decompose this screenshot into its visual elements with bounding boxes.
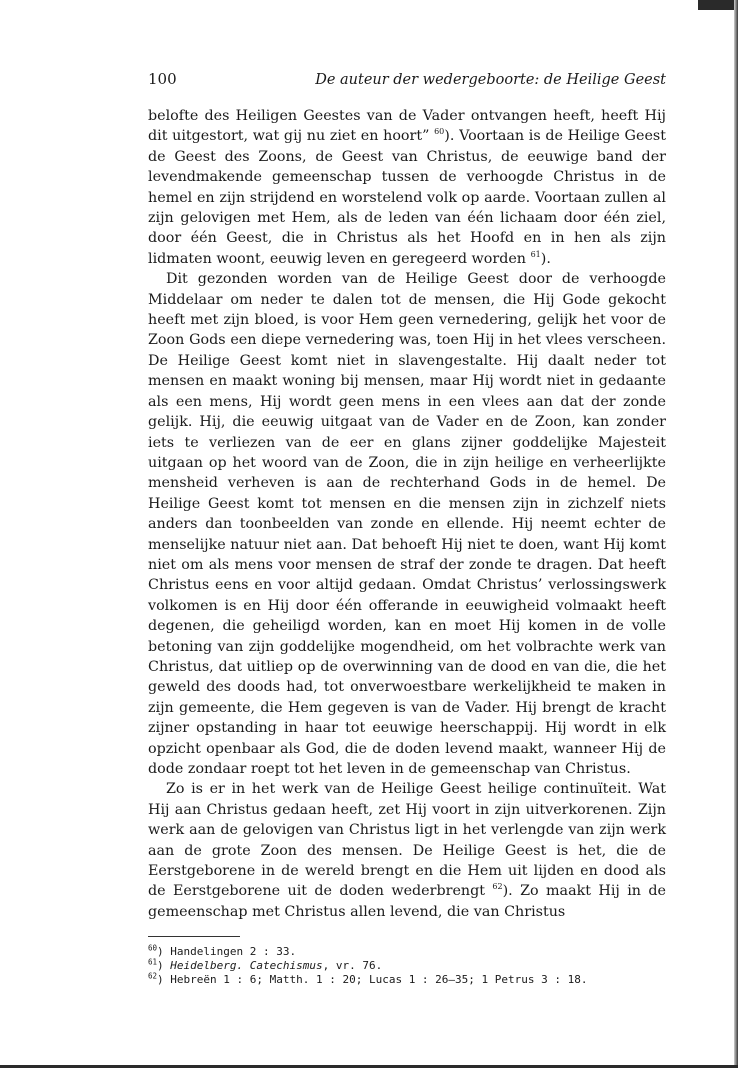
footnote-ref-61: 61 — [530, 250, 541, 260]
footnote-62 — [148, 973, 666, 987]
footnote-60 — [148, 945, 666, 959]
footnote-text: ) Handelingen 2 : 33. — [157, 945, 297, 959]
paragraph-text: belofte des Heiligen Geestes van de Vader ontvangen heeft, heeft Hij dit uitgestort, wat gij nu ziet en hoort” — [148, 108, 666, 145]
footnote-text: ) — [157, 959, 171, 973]
footnote-text-rest: , vr. 76. — [322, 959, 383, 973]
footnote-ref-62: 62 — [492, 882, 503, 892]
footnote-mark: 60 — [148, 943, 158, 953]
paragraph-text: ). Zo maakt Hij in de gemeenschap met Christus allen levend, die van Christus — [148, 883, 666, 920]
footnote-mark: 61 — [148, 957, 158, 967]
paragraph-2 — [148, 269, 666, 779]
paragraph-text: Zo is er in het werk van de Heilige Geest heilige continuïteit. Wat Hij aan Christus gedaan heeft, zet Hij voort in zijn uitverkorenen. Zijn werk aan de gelovigen van Christus ligt in het verlengde van zijn werk aan de grote Zoon des mensen. De Heilige Geest is het, die de Eerstgeborene in de wereld brengt en die Hem uit lijden en dood als de Eerstgeborene uit de doden wederbrengt — [148, 781, 666, 900]
scan-edge-top — [698, 0, 738, 10]
footnote-mark: 62 — [148, 971, 158, 981]
paragraph-3 — [148, 779, 666, 922]
footnote-italic-title: Heidelberg. Catechismus — [170, 959, 323, 973]
footnote-text: ) Hebreën 1 : 6; Matth. 1 : 20; Lucas 1 : 26—35; 1 Petrus 3 : 18. — [157, 973, 588, 987]
footnotes — [148, 945, 666, 987]
footnote-61 — [148, 959, 666, 973]
paragraph-text: Dit gezonden worden van de Heilige Geest door de verhoogde Middelaar om neder te dalen tot de mensen, die Hij Gode gekocht heeft met zijn bloed, is voor Hem geen vernedering, gelijk het voor de Zoon Gods een diepe vernedering was, toen Hij in het vlees verscheen. De Heilige Geest komt niet in slavengestalte. Hij daalt neder tot mensen en maakt woning bij mensen, maar Hij wordt niet in gedaante als een mens, Hij wordt geen mens in een vlees aan dat der zonde gelijk. Hij, die eeuwig uitgaat van de Vader en de Zoon, kan zonder iets te verliezen van de eer en glans zijner goddelijke Majesteit uitgaan op het woord van de Zoon, die in zijn heilige en verheerlijkte mensheid verheven is aan de rechterhand Gods in de hemel. De Heilige Geest komt tot mensen en die mensen zijn in zichzelf niets anders dan toonbeelden van zonde en ellende. Hij neemt echter de menselijke natuur niet aan. Dat behoeft Hij niet te doen, want Hij komt niet om als mens voor mensen de straf der zonde te dragen. Dat heeft Christus eens en voor altijd gedaan. Omdat Christus’ verlossingswerk volkomen is en Hij door één offerande in eeuwigheid volmaakt heeft degenen, die geheiligd worden, kan en moet Hij komen in de volle betoning van zijn goddelijke mogendheid, om het volbrachte werk van Christus, dat uitliep op de overwinning van de dood en van die, die het geweld des doods had, tot onverwoestbare werkelijkheid te maken in zijn gemeente, die Hem gegeven is van de Vader. Hij brengt de kracht zijner opstanding in haar tot eeuwige heerschappij. Hij wordt in elk opzicht openbaar als God, die de doden levend maakt, wanneer Hij de dode zondaar roept tot het leven in de gemeenschap van Christus. — [148, 271, 666, 777]
running-title: De auteur der wedergeboorte: de Heilige Geest — [315, 72, 666, 88]
footnote-ref-60: 60 — [434, 127, 445, 137]
body-text — [148, 106, 666, 922]
paragraph-text: ). Voortaan is de Heilige Geest de Geest des Zoons, de Geest van Christus, de eeuwige band der levendmakende gemeenschap tussen de verhoogde Christus in de hemel en zijn strijdend en worstelend volk op aarde. Voortaan zullen al zijn gelovigen met Hem, als de leden van één lichaam door één ziel, door één Geest, die in Christus als het Hoofd en in hen als zijn lidmaten woont, eeuwig leven en geregeerd worden — [148, 128, 666, 267]
book-page — [148, 70, 666, 987]
page-number: 100 — [148, 70, 177, 88]
scan-edge-right — [734, 0, 738, 1068]
paragraph-text: ). — [540, 250, 551, 267]
paragraph-1 — [148, 106, 666, 269]
page-header — [148, 70, 666, 94]
footnote-divider — [148, 936, 240, 937]
